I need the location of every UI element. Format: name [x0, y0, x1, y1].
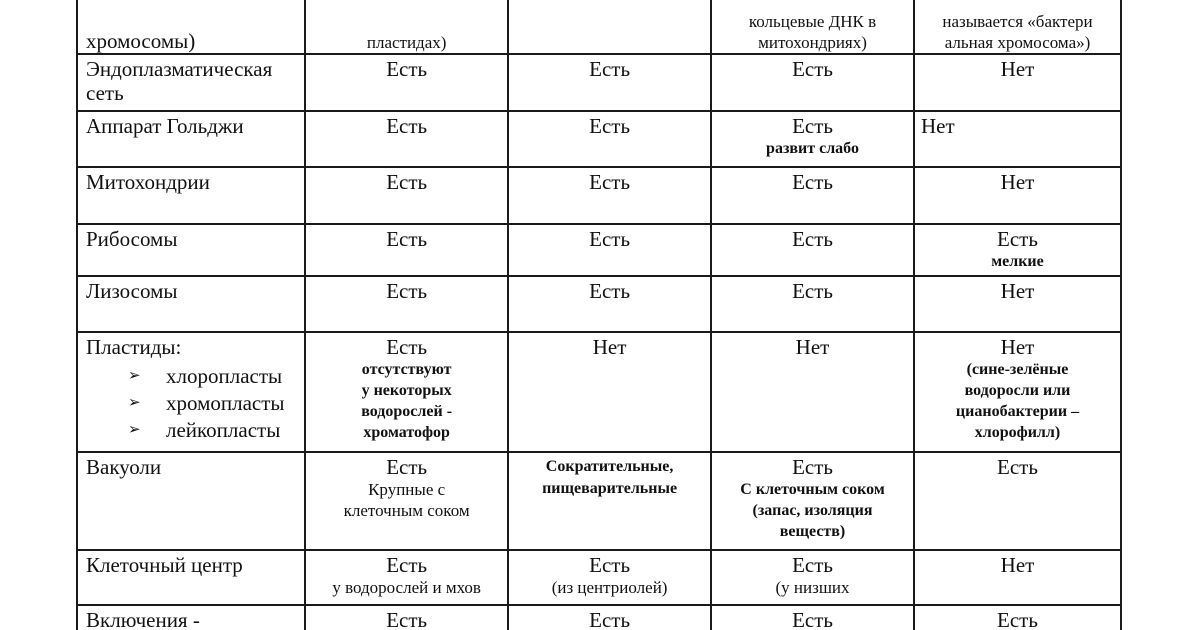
cell-header-c3	[711, 0, 914, 54]
table-cell	[305, 332, 508, 452]
table-cell	[508, 224, 711, 276]
table-cell	[711, 111, 914, 167]
table-row	[77, 452, 1121, 550]
table-row	[77, 605, 1121, 630]
cell-value: Есть	[589, 553, 631, 577]
cell-note: (у низших	[775, 578, 850, 597]
table-cell	[914, 111, 1121, 167]
table-cell	[508, 452, 711, 550]
row-label	[77, 452, 305, 550]
table-cell	[508, 167, 711, 224]
row-label-line: Рибосомы	[86, 227, 178, 251]
cell-value: Есть	[589, 170, 631, 194]
row-label-line: сеть	[86, 81, 124, 105]
cell-value: Есть	[589, 608, 631, 630]
cell-value: Есть	[386, 608, 428, 630]
row-label	[77, 111, 305, 167]
cell-value: Нет	[592, 335, 627, 359]
table-row	[77, 224, 1121, 276]
cell-note: развит слабо	[766, 140, 859, 157]
cell-value: Нет	[1000, 170, 1035, 194]
table-cell	[711, 167, 914, 224]
cell-note: С клеточным соком	[740, 481, 885, 498]
list-item-label: хлоропласты	[166, 364, 283, 388]
cell-value: Есть	[386, 57, 428, 81]
cell-note: веществ)	[779, 523, 846, 540]
cell-value: Есть	[997, 608, 1038, 630]
cell-value: Есть	[386, 114, 428, 138]
table-cell	[914, 605, 1121, 630]
plastid-types-list	[86, 363, 298, 444]
table-cell	[711, 224, 914, 276]
table-cell	[711, 452, 914, 550]
cell-note: пищеварительные	[542, 480, 678, 497]
cell-note: отсутствуют	[361, 361, 452, 378]
row-label	[77, 224, 305, 276]
header-c1-line: пластидах)	[366, 33, 447, 52]
table-cell	[914, 54, 1121, 111]
table-cell	[508, 54, 711, 111]
cell-value: Есть	[589, 227, 631, 251]
cell-note: цианобактерии –	[955, 403, 1080, 420]
cell-note: хлорофилл)	[974, 424, 1061, 441]
cell-value: Есть	[386, 455, 428, 479]
cell-value: Есть	[792, 227, 833, 251]
cell-value: Нет	[920, 114, 955, 138]
table-cell	[508, 332, 711, 452]
header-c3-line-2: митохондриях)	[758, 33, 867, 52]
cell-value: Есть	[792, 455, 833, 479]
cell-note: у некоторых	[361, 382, 452, 399]
row-label-line: Аппарат Гольджи	[86, 114, 244, 138]
cell-note: (из центриолей)	[551, 578, 668, 597]
table-cell	[305, 550, 508, 605]
cell-note: Крупные с	[368, 480, 446, 499]
table-cell	[305, 224, 508, 276]
cell-header-c0	[77, 0, 305, 54]
table-cell	[914, 452, 1121, 550]
table-row	[77, 276, 1121, 332]
table-cell	[305, 452, 508, 550]
cell-value: Есть	[997, 455, 1038, 479]
header-c4-line-2: альная хромосома»)	[944, 33, 1091, 52]
cell-value: Есть	[792, 553, 833, 577]
cell-value: Есть	[386, 170, 428, 194]
cell-note: клеточным соком	[343, 501, 470, 520]
header-c0-line: хромосомы)	[86, 29, 196, 53]
row-label	[77, 54, 305, 111]
table-cell	[711, 605, 914, 630]
table-row-header-partial	[77, 0, 1121, 54]
cell-value: Есть	[792, 57, 833, 81]
cell-note: Сократительные,	[545, 458, 674, 475]
arrow-bullet-icon: ➢	[128, 368, 141, 384]
table-cell	[305, 111, 508, 167]
row-label	[77, 276, 305, 332]
cell-value: Есть	[589, 114, 631, 138]
row-label	[77, 167, 305, 224]
cell-value: Есть	[792, 114, 833, 138]
header-c4-line-1: называется «бактери	[942, 12, 1093, 31]
list-item	[128, 390, 298, 417]
cell-note: (сине-зелёные	[966, 361, 1069, 378]
cell-note: хроматофор	[363, 424, 450, 441]
table-cell	[305, 167, 508, 224]
header-c3-line-1: кольцевые ДНК в	[748, 12, 877, 31]
row-label-line: Пластиды:	[86, 335, 182, 359]
cell-value: Есть	[792, 279, 833, 303]
cell-note: водоросли или	[964, 382, 1071, 399]
row-label	[77, 332, 305, 452]
table-cell	[508, 276, 711, 332]
table-cell	[305, 276, 508, 332]
cell-value: Есть	[386, 279, 428, 303]
table-cell	[914, 224, 1121, 276]
row-label-line: Лизосомы	[86, 279, 178, 303]
row-label-line: Включения -	[86, 608, 200, 630]
list-item-label: хромопласты	[166, 391, 285, 415]
table-row	[77, 332, 1121, 452]
table-cell	[305, 605, 508, 630]
table-cell	[711, 54, 914, 111]
cell-note: (запас, изоляция	[752, 502, 873, 519]
table-row	[77, 54, 1121, 111]
table-cell	[914, 332, 1121, 452]
cell-comparison-table	[76, 0, 1122, 630]
cell-value: Есть	[589, 57, 631, 81]
table-cell	[914, 276, 1121, 332]
cell-value: Есть	[589, 279, 631, 303]
cell-value: Есть	[386, 553, 428, 577]
table-cell	[508, 550, 711, 605]
table-row	[77, 550, 1121, 605]
cell-value: Нет	[795, 335, 830, 359]
cell-note: мелкие	[991, 253, 1044, 270]
cell-header-c1	[305, 0, 508, 54]
cell-value: Есть	[792, 608, 833, 630]
table-cell	[914, 167, 1121, 224]
list-item	[128, 363, 298, 390]
table-cell	[711, 550, 914, 605]
arrow-bullet-icon: ➢	[128, 395, 141, 411]
table-cell	[711, 276, 914, 332]
row-label-line: Клеточный центр	[86, 553, 243, 577]
table-row	[77, 167, 1121, 224]
row-label-line: Вакуоли	[86, 455, 162, 479]
table-cell	[508, 605, 711, 630]
table-cell	[305, 54, 508, 111]
row-label-line: Митохондрии	[86, 170, 210, 194]
cell-value: Нет	[1000, 57, 1035, 81]
cell-value: Есть	[386, 335, 428, 359]
list-item	[128, 417, 298, 444]
table-cell	[508, 111, 711, 167]
cell-value: Есть	[386, 227, 428, 251]
cell-value: Нет	[1000, 553, 1035, 577]
list-item-label: лейкопласты	[166, 418, 281, 442]
cell-note: у водорослей и мхов	[332, 578, 481, 597]
cell-value: Есть	[792, 170, 833, 194]
table-cell	[711, 332, 914, 452]
cell-value: Нет	[1000, 279, 1035, 303]
cell-value: Есть	[997, 227, 1038, 251]
cell-note: водорослей -	[361, 403, 453, 420]
cell-header-c4	[914, 0, 1121, 54]
row-label	[77, 550, 305, 605]
cell-header-c2	[508, 0, 711, 54]
table-cell	[914, 550, 1121, 605]
cell-value: Нет	[1000, 335, 1035, 359]
arrow-bullet-icon: ➢	[128, 422, 141, 438]
row-label	[77, 605, 305, 630]
table-row	[77, 111, 1121, 167]
row-label-line: Эндоплазматическая	[86, 57, 273, 81]
